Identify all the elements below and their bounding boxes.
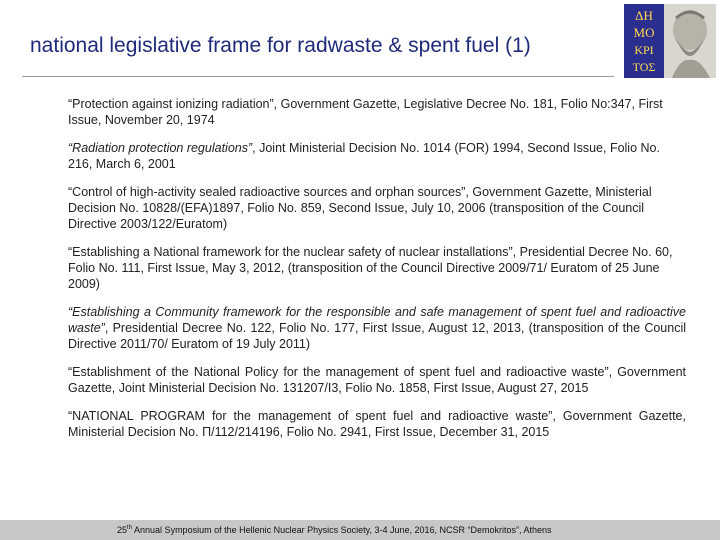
- logo-letters-2: ΜΟ: [633, 25, 655, 40]
- footer-bar: [0, 520, 720, 540]
- logo-letters-1: ΔΗ: [635, 8, 653, 23]
- slide-title: national legislative frame for radwaste & spent fuel (1): [30, 34, 531, 57]
- legislation-item: “Establishing a National framework for the nuclear safety of nuclear installations”, Presidential Decree No. 60, Folio No. 111, First Issue, May 3, 2012, (transposition of the Council Directive 2009/71/ Euratom of 25 June 2009): [68, 245, 673, 291]
- legislation-item: “Establishment of the National Policy for the management of spent fuel and radioactive waste”, Government Gazette, Joint Ministerial Decision No. 131207/I3, Folio No. 1858, First Issue, August 27, 2015: [68, 365, 686, 395]
- legislation-list: [68, 96, 686, 452]
- legislation-item: “NATIONAL PROGRAM for the management of spent fuel and radioactive waste”, Government Gazette, Ministerial Decision No. Π/112/214196, Folio No. 2941, First Issue, December 31, 2015: [68, 409, 686, 439]
- logo-letters-4: ΤΟΣ: [632, 60, 656, 74]
- legislation-item: “Protection against ionizing radiation”, Government Gazette, Legislative Decree No. 181, Folio No:347, First Issue, November 20, 1974: [68, 97, 663, 127]
- footer-text: 25th Annual Symposium of the Hellenic Nuclear Physics Society, 3-4 June, 2016, NCSR “Demokritos”, Athens: [117, 525, 552, 535]
- legislation-item: “Establishing a Community framework for the responsible and safe management of spent fuel and radioactive waste”, Presidential Decree No. 122, Folio No. 177, First Issue, August 12, 2013, (transposition of the Council Directive 2011/70/ Euratom of 19 July 2011): [68, 305, 686, 351]
- logo-letters-3: ΚΡΙ: [634, 43, 654, 57]
- legislation-item: “Control of high-activity sealed radioactive sources and orphan sources”, Government Gazette, Ministerial Decision No. 10828/(EFA)1897, Folio No. 859, Second Issue, July 10, 2006 (transposition of the Council Directive 2003/122/Euratom): [68, 185, 652, 231]
- title-underline: [22, 76, 614, 77]
- legislation-item: “Radiation protection regulations”, Joint Ministerial Decision No. 1014 (FOR) 1994, Second Issue, Folio No. 216, March 6, 2001: [68, 141, 660, 171]
- democritus-bust-logo-icon: [624, 4, 716, 78]
